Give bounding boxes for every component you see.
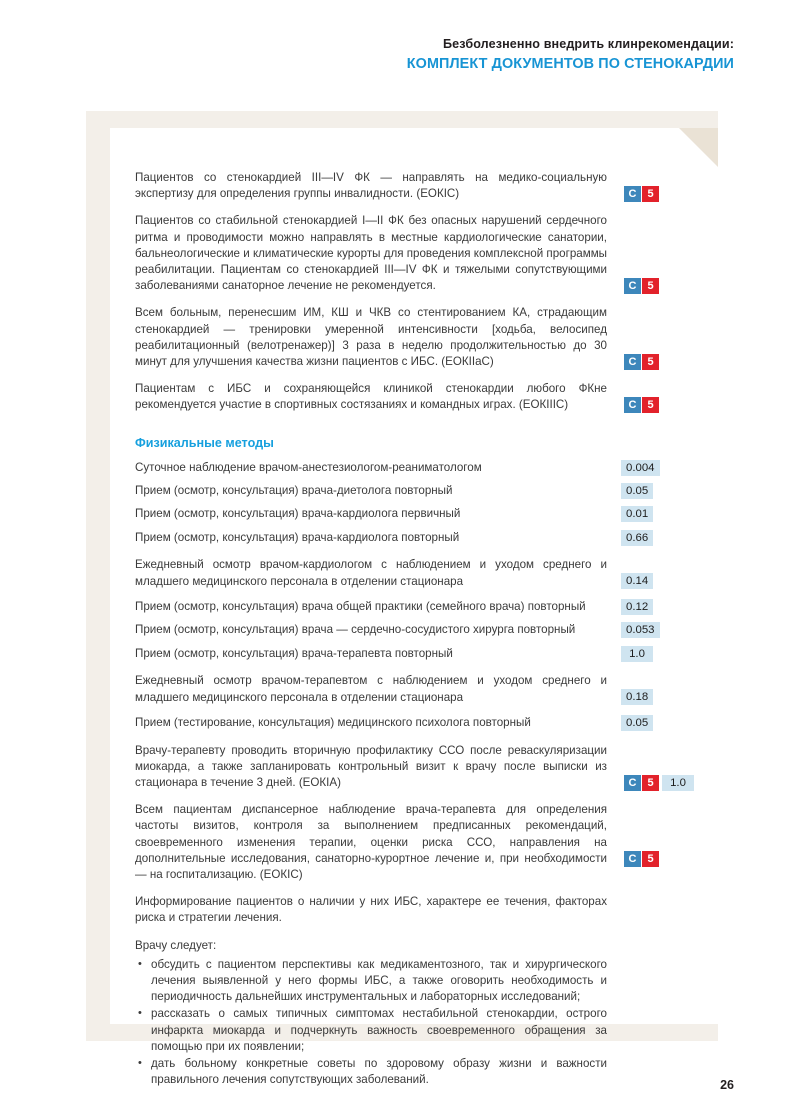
service-value: 1.0 [662, 775, 694, 791]
service-row [135, 460, 695, 476]
evidence-grade: C [624, 397, 641, 413]
evidence-level: 5 [642, 354, 659, 370]
list-item: • дать больному конкретные советы по здоровому образу жизни и важности правильного лечения сопутствующих заболеваний. [135, 1056, 607, 1088]
service-row [135, 599, 695, 615]
service-row [135, 557, 695, 590]
recommendation-row [135, 381, 695, 413]
recommendation-text: Пациентов со стенокардией III—IV ФК — направлять на медико-социальную экспертизу для определения группы инвалидности. (ЕОКIC) [135, 171, 607, 201]
page-content [135, 170, 695, 1089]
service-name: Прием (осмотр, консультация) врача-кардиолога повторный [135, 530, 460, 544]
information-text: Информирование пациентов о наличии у них ИБС, характере ее течения, факторах риска и стратегии лечения. [135, 895, 607, 925]
service-row [135, 506, 695, 522]
evidence-badge [624, 851, 659, 867]
service-value: 0.66 [621, 530, 653, 546]
evidence-grade: C [624, 278, 641, 294]
evidence-badge [624, 397, 659, 413]
evidence-level: 5 [642, 278, 659, 294]
service-value: 0.18 [621, 689, 653, 705]
running-head-line-1: Безболезненно внедрить клинрекомендации: [443, 37, 734, 51]
service-name: Ежедневный осмотр врачом-терапевтом с наблюдением и уходом среднего и младшего медицинского персонала в отделении стационара [135, 674, 607, 704]
recommendation-row [135, 802, 695, 883]
service-name: Прием (осмотр, консультация) врача-терапевта повторный [135, 646, 453, 660]
list-intro: Врачу следует: [135, 938, 217, 952]
evidence-level: 5 [642, 397, 659, 413]
service-name: Прием (осмотр, консультация) врача-кардиолога первичный [135, 507, 461, 521]
evidence-grade: C [624, 851, 641, 867]
service-row [135, 530, 695, 546]
evidence-grade: C [624, 186, 641, 202]
page-number: 26 [720, 1078, 734, 1092]
recommendation-text: Всем больным, перенесшим ИМ, КШ и ЧКВ со стентированием КА, страдающим стенокардией — тренировки умеренной интенсивности [ходьба, велосипед реабилитационный (велотренажер)] 3 раза в неделю продолжительностью до 30 минут для улучшения качества жизни пациентов с ИБС. (ЕОКIIaC) [135, 306, 607, 369]
service-name: Суточное наблюдение врачом-анестезиологом-реаниматологом [135, 460, 482, 474]
recommendation-row [135, 170, 695, 202]
service-value: 0.05 [621, 715, 653, 731]
evidence-level: 5 [642, 186, 659, 202]
service-row [135, 483, 695, 499]
section-heading: Физикальные методы [135, 435, 274, 450]
evidence-badge [624, 186, 659, 202]
evidence-badge [624, 354, 659, 370]
service-value: 1.0 [621, 646, 653, 662]
list-item: • обсудить с пациентом перспективы как медикаментозного, так и хирургического лечения выявленной у него формы ИБС, а также оговорить необходимость и периодичность дальнейших инструментальных и лабораторных исследований; [135, 957, 607, 1006]
service-name: Прием (тестирование, консультация) медицинского психолога повторный [135, 716, 531, 730]
service-name: Прием (осмотр, консультация) врача-диетолога повторный [135, 484, 453, 498]
running-head-line-2: КОМПЛЕКТ ДОКУМЕНТОВ ПО СТЕНОКАРДИИ [406, 55, 734, 72]
service-row [135, 715, 695, 731]
service-name: Ежедневный осмотр врачом-кардиологом с наблюдением и уходом среднего и младшего медицинского персонала в отделении стационара [135, 558, 607, 588]
evidence-badge [624, 775, 659, 791]
recommendation-row [135, 213, 695, 294]
recommendation-text: Пациентам с ИБС и сохраняющейся клиникой стенокардии любого ФКне рекомендуется участие в спортивных состязаниях и командных играх. (ЕОКIIIC) [135, 382, 607, 412]
evidence-level: 5 [642, 775, 659, 791]
service-value: 0.01 [621, 506, 653, 522]
service-name: Прием (осмотр, консультация) врача общей практики (семейного врача) повторный [135, 600, 586, 614]
evidence-badge [624, 278, 659, 294]
service-row [135, 646, 695, 662]
running-head [407, 36, 734, 74]
service-row [135, 622, 695, 638]
folded-corner-decoration [679, 128, 718, 167]
service-value: 0.05 [621, 483, 653, 499]
service-value: 0.14 [621, 573, 653, 589]
information-paragraph [135, 894, 695, 926]
service-name: Прием (осмотр, консультация) врача — сердечно-сосудистого хирурга повторный [135, 623, 576, 637]
recommendation-text: Врачу-терапевту проводить вторичную профилактику ССО после реваскуляризации миокарда, а также запланировать контрольный визит к врачу после выписки из стационара в течение 3 дней. (ЕОКIA) [135, 743, 607, 789]
evidence-grade: C [624, 775, 641, 791]
service-value: 0.12 [621, 599, 653, 615]
evidence-level: 5 [642, 851, 659, 867]
recommendation-text: Всем пациентам диспансерное наблюдение врача-терапевта для определения частоты визитов, контроля за выполнением предписанных рекомендаций, своевременного изменения терапии, оценки риска ССО, направления на дополнительные исследования, санаторно-курортное лечение и, при необходимости — на госпитализацию. (ЕОКIC) [135, 803, 607, 881]
service-value: 0.004 [621, 460, 660, 476]
list-item: • рассказать о самых типичных симптомах нестабильной стенокардии, острого инфаркта миокарда и подчеркнуть важность своевременного обращения за помощью при их появлении; [135, 1006, 607, 1055]
recommendation-text: Пациентов со стабильной стенокардией I—II ФК без опасных нарушений сердечного ритма и проводимости можно направлять в местные кардиологические санатории, бальнеологические и климатические курорты для проведения комплексной программы реабилитации. Пациентам со стенокардией III—IV ФК и тяжелыми сопутствующими заболеваниями санаторное лечение не рекомендуется. [135, 214, 607, 293]
service-value: 0.053 [621, 622, 660, 638]
advice-list [135, 957, 607, 1089]
recommendation-row-with-value [135, 743, 695, 792]
evidence-grade: C [624, 354, 641, 370]
recommendation-row [135, 305, 695, 370]
service-row [135, 673, 695, 706]
